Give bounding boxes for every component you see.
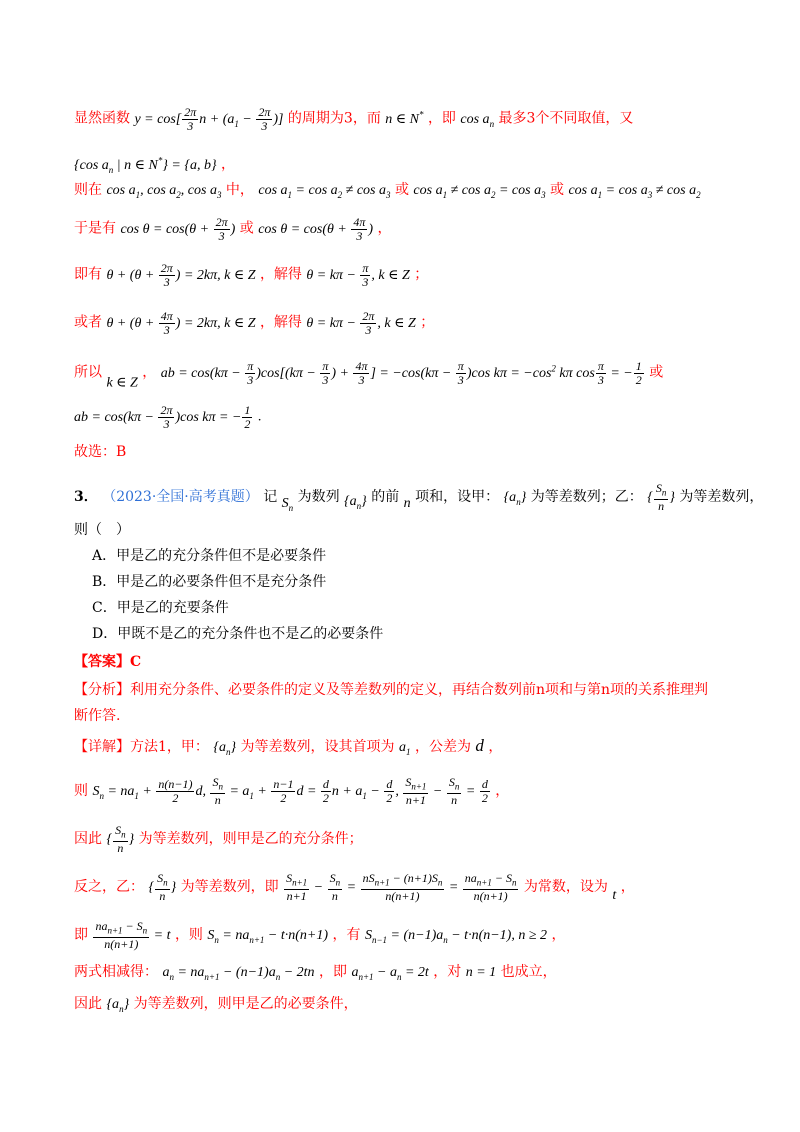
question-3-stem bbox=[74, 481, 764, 518]
formula: n = 1 bbox=[465, 965, 497, 980]
formula: θ = kπ − $\frac{2\pi}{3}$ , k ∈ Z bbox=[306, 309, 416, 337]
text: ，对 bbox=[433, 964, 462, 980]
formula: $\{a_n\}$ bbox=[213, 740, 237, 757]
formula: $a_{n+1} - a_n = 2t$ bbox=[351, 965, 429, 982]
formula: {cos $a_n$ | n ∈ N*} = {a, b} bbox=[74, 155, 217, 175]
text: ， bbox=[488, 739, 503, 755]
question-number: 3． bbox=[74, 488, 98, 505]
formula: d bbox=[475, 736, 484, 755]
detail-line-7 bbox=[74, 994, 760, 1019]
solution-line-1 bbox=[74, 104, 760, 133]
formula: $S_{n-1} = (n-1)a_n - t\cdot n(n-1)$, n ≥ 2 bbox=[364, 927, 548, 945]
text: 为常数，设为 bbox=[523, 878, 608, 895]
text: ，则 bbox=[174, 926, 203, 943]
text: 则 bbox=[74, 782, 88, 799]
solution-line-5 bbox=[74, 262, 760, 289]
text: ； bbox=[420, 314, 435, 331]
formula: $\cos a_1 \ne \cos a_2 = \cos a_3$ bbox=[413, 183, 546, 200]
formula: $S_n$ bbox=[281, 495, 294, 513]
formula: $\{a_n\}$ bbox=[344, 493, 367, 511]
formula: t bbox=[612, 887, 617, 903]
text: ， bbox=[495, 782, 510, 799]
formula: $\cos a_1 = \cos a_3 \ne \cos a_2$ bbox=[568, 183, 701, 200]
formula: $\{a_n\}$ bbox=[106, 997, 130, 1014]
formula: { $\frac{S_n}{n}$ } bbox=[148, 871, 177, 904]
choice-line: 故选：B bbox=[74, 444, 127, 460]
text: 或 bbox=[239, 220, 254, 237]
text: ， bbox=[551, 926, 566, 943]
text: 的周期为3，而 bbox=[287, 110, 381, 127]
text: 因此 bbox=[74, 996, 102, 1012]
text: ， bbox=[142, 364, 157, 381]
text: 显然函数 bbox=[74, 110, 130, 127]
text: ，即 bbox=[319, 964, 347, 980]
question-source: （2023·全国·高考真题） bbox=[102, 488, 259, 505]
formula: $\cos a_n$ bbox=[460, 111, 495, 129]
formula: cos θ = cos(θ + $\frac{4\pi}{3}$ ) bbox=[258, 215, 374, 243]
text: 两式相减得： bbox=[74, 964, 158, 980]
text: 或者 bbox=[74, 314, 102, 331]
text: 即有 bbox=[74, 266, 102, 283]
formula: { $\frac{S_n}{n}$ } bbox=[106, 823, 135, 856]
solution-line-4 bbox=[74, 216, 760, 243]
formula: n ∈ N* bbox=[385, 109, 424, 127]
answer-line: 【答案】C bbox=[74, 654, 142, 670]
text: 为等差数列，设其首项为 bbox=[240, 739, 395, 755]
text: 为等差数列，则甲是乙的必要条件， bbox=[133, 996, 358, 1012]
formula: k ∈ Z bbox=[106, 375, 138, 391]
text: 反之，乙： bbox=[74, 878, 144, 895]
formula: $a_1$ bbox=[399, 740, 411, 757]
detail-line-2 bbox=[74, 776, 760, 807]
formula: ab = cos(kπ − $\frac{2\pi}{3}$ )cos kπ = − $\frac{1}{2}$ bbox=[74, 403, 251, 431]
formula: $\cos a_1$, $\cos a_2$, $\cos a_3$ bbox=[106, 183, 222, 200]
formula: y = cos[ $\frac{2\pi}{3}$ $n + (a_1$ − $\frac{2\pi}{3}$ )] bbox=[134, 104, 284, 133]
formula: $\frac{S_{n+1}}{n+1}$ − $\frac{S_n}{n}$ = $\frac{nS_{n+1} - (n+1)S_n}{n(n+1)}$ = $\frac{na_{n+1} - S_n}{n(n+1)}$ bbox=[286, 871, 517, 904]
solution-line-3 bbox=[74, 180, 760, 205]
text: ，即 bbox=[427, 110, 456, 127]
text: 【详解】方法1，甲： bbox=[74, 739, 209, 755]
text: 则在 bbox=[74, 182, 102, 198]
detail-line-6 bbox=[74, 962, 760, 987]
text: 为等差数列，即 bbox=[180, 878, 279, 895]
text: 也成立， bbox=[500, 964, 557, 980]
text: ； bbox=[414, 266, 429, 283]
formula: $S_n = na_{n+1} - t\cdot n(n+1)$ bbox=[207, 927, 329, 945]
formula: cos θ = cos(θ + $\frac{2\pi}{3}$ ) bbox=[120, 215, 236, 243]
text: 记 bbox=[263, 488, 278, 505]
formula: { $\frac{S_n}{n}$ } bbox=[647, 481, 675, 514]
analysis-line-2: 断作答. bbox=[74, 708, 121, 724]
text: ，解得 bbox=[259, 314, 302, 331]
option-d: D．甲既不是乙的充分条件也不是乙的必要条件 bbox=[92, 626, 384, 642]
text: ，有 bbox=[332, 926, 361, 943]
detail-line-3 bbox=[74, 824, 760, 855]
text: ，公差为 bbox=[414, 739, 471, 755]
text: 或 bbox=[649, 364, 664, 381]
text: 即 bbox=[74, 926, 88, 943]
text: 或 bbox=[394, 182, 409, 198]
formula: θ + (θ + $\frac{2\pi}{3}$ ) = 2kπ, k ∈ Z bbox=[106, 261, 256, 289]
text: 因此 bbox=[74, 830, 102, 847]
solution-line-6 bbox=[74, 310, 760, 337]
formula: $S_n = na_1$ + $\frac{n(n-1)}{2}$ d, $\frac{S_n}{n}$ = $a_1$ + $\frac{n-1}{2}$ d = $\frac{d}{2}$ $n + a_1$ − $\frac{d}{2}$ , $\frac{S_{n+1}}{n+1}$ − $\frac{S_n}{n}$ = $\frac{d}{2}$ bbox=[92, 775, 488, 808]
text: ， bbox=[377, 220, 392, 237]
text: 项和，设甲： bbox=[415, 488, 500, 505]
option-a: A．甲是乙的充分条件但不是必要条件 bbox=[92, 548, 327, 564]
text: 为等差数列，则甲是乙的充分条件； bbox=[138, 830, 363, 847]
text: 为等差数列；乙： bbox=[530, 488, 643, 505]
text: ， bbox=[620, 878, 635, 895]
formula: ab = cos(kπ − $\frac{\pi}{3}$ )cos[(kπ − $\frac{\pi}{3}$ ) + $\frac{4\pi}{3}$ ] = −cos(kπ − $\frac{\pi}{3}$ )cos $k\pi = -\cos^2$ kπ cos $\frac{\pi}{3}$ = − $\frac{1}{2}$ bbox=[160, 358, 642, 387]
formula: $\cos a_1 = \cos a_2 \ne \cos a_3$ bbox=[258, 183, 391, 200]
text: 的前 bbox=[371, 488, 400, 505]
text: 中， bbox=[225, 182, 254, 198]
formula: $\{a_n\}$ bbox=[503, 489, 527, 507]
analysis-line-1: 【分析】利用充分条件、必要条件的定义及等差数列的定义，再结合数列前n项和与第n项的关系推理判 bbox=[74, 682, 709, 698]
option-b: B．甲是乙的必要条件但不是充分条件 bbox=[92, 574, 327, 590]
formula: θ = kπ − $\frac{\pi}{3}$ , k ∈ Z bbox=[306, 261, 410, 289]
detail-line-4 bbox=[74, 872, 760, 906]
text: 最多3个不同取值，又 bbox=[498, 110, 634, 127]
question-3-prompt: 则（ ） bbox=[74, 522, 130, 538]
formula: θ + (θ + $\frac{4\pi}{3}$ ) = 2kπ, k ∈ Z bbox=[106, 309, 256, 337]
option-c: C．甲是乙的充要条件 bbox=[92, 600, 229, 616]
text: 于是有 bbox=[74, 220, 116, 237]
solution-line-2 bbox=[74, 150, 760, 179]
text: ，解得 bbox=[259, 266, 302, 283]
formula: $a_n = na_{n+1} - (n-1)a_n - 2tn$ bbox=[162, 965, 315, 982]
text: . bbox=[257, 409, 262, 425]
solution-line-8 bbox=[74, 404, 760, 431]
text: 或 bbox=[550, 182, 565, 198]
text: 为等差数列， bbox=[679, 488, 764, 505]
detail-line-5 bbox=[74, 920, 760, 951]
text: 所以 bbox=[74, 364, 102, 381]
solution-line-7 bbox=[74, 358, 760, 394]
formula: n bbox=[403, 495, 411, 511]
text: 为数列 bbox=[297, 488, 340, 505]
formula: $\frac{na_{n+1} - S_n}{n(n+1)}$ = t bbox=[95, 919, 171, 952]
detail-line-1 bbox=[74, 736, 760, 762]
text: ， bbox=[221, 156, 236, 173]
